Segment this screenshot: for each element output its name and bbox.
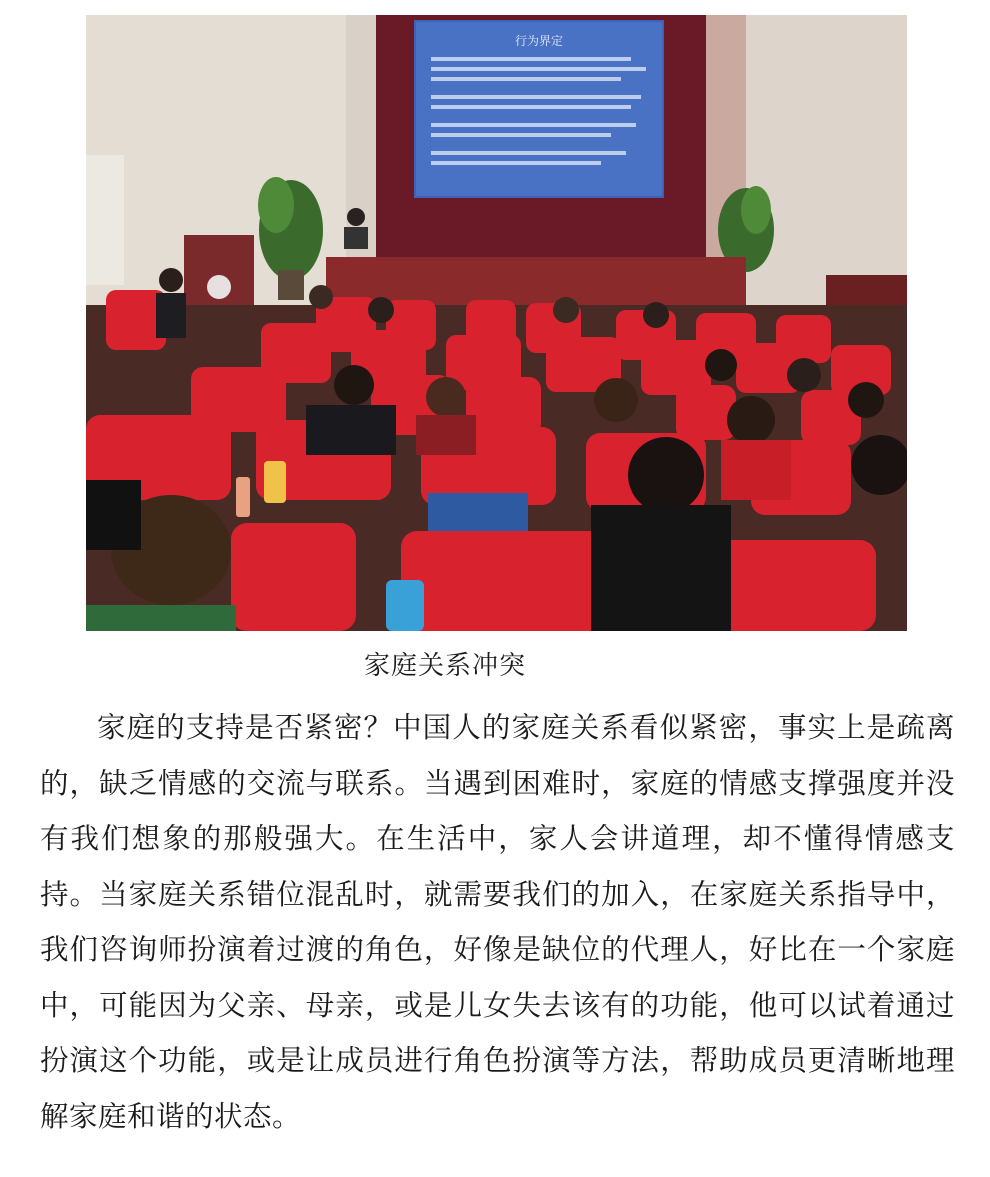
- article-paragraph: 家庭的支持是否紧密？中国人的家庭关系看似紧密，事实上是疏离的，缺乏情感的交流与联系。当遇到困难时，家庭的情感支撑强度并没有我们想象的那般强大。在生活中，家人会讲道理，却不懂得情感支持。当家庭关系错位混乱时，就需要我们的加入，在家庭关系指导中，我们咨询师扮演着过渡的角色，好像是缺位的代理人，好比在一个家庭中，可能因为父亲、母亲，或是儿女失去该有的功能，他可以试着通过扮演这个功能，或是让成员进行角色扮演等方法，帮助成员更清晰地理解家庭和谐的状态。: [40, 711, 955, 1133]
- speaker: [344, 227, 368, 249]
- slide-title: 行为界定: [514, 34, 564, 48]
- book: [428, 493, 528, 531]
- water-bottle: [386, 580, 424, 631]
- seminar-room-illustration: [86, 15, 907, 631]
- photo-caption: 家庭关系冲突: [363, 651, 526, 681]
- front-desk: [326, 257, 746, 307]
- seminar-photo: [86, 15, 907, 631]
